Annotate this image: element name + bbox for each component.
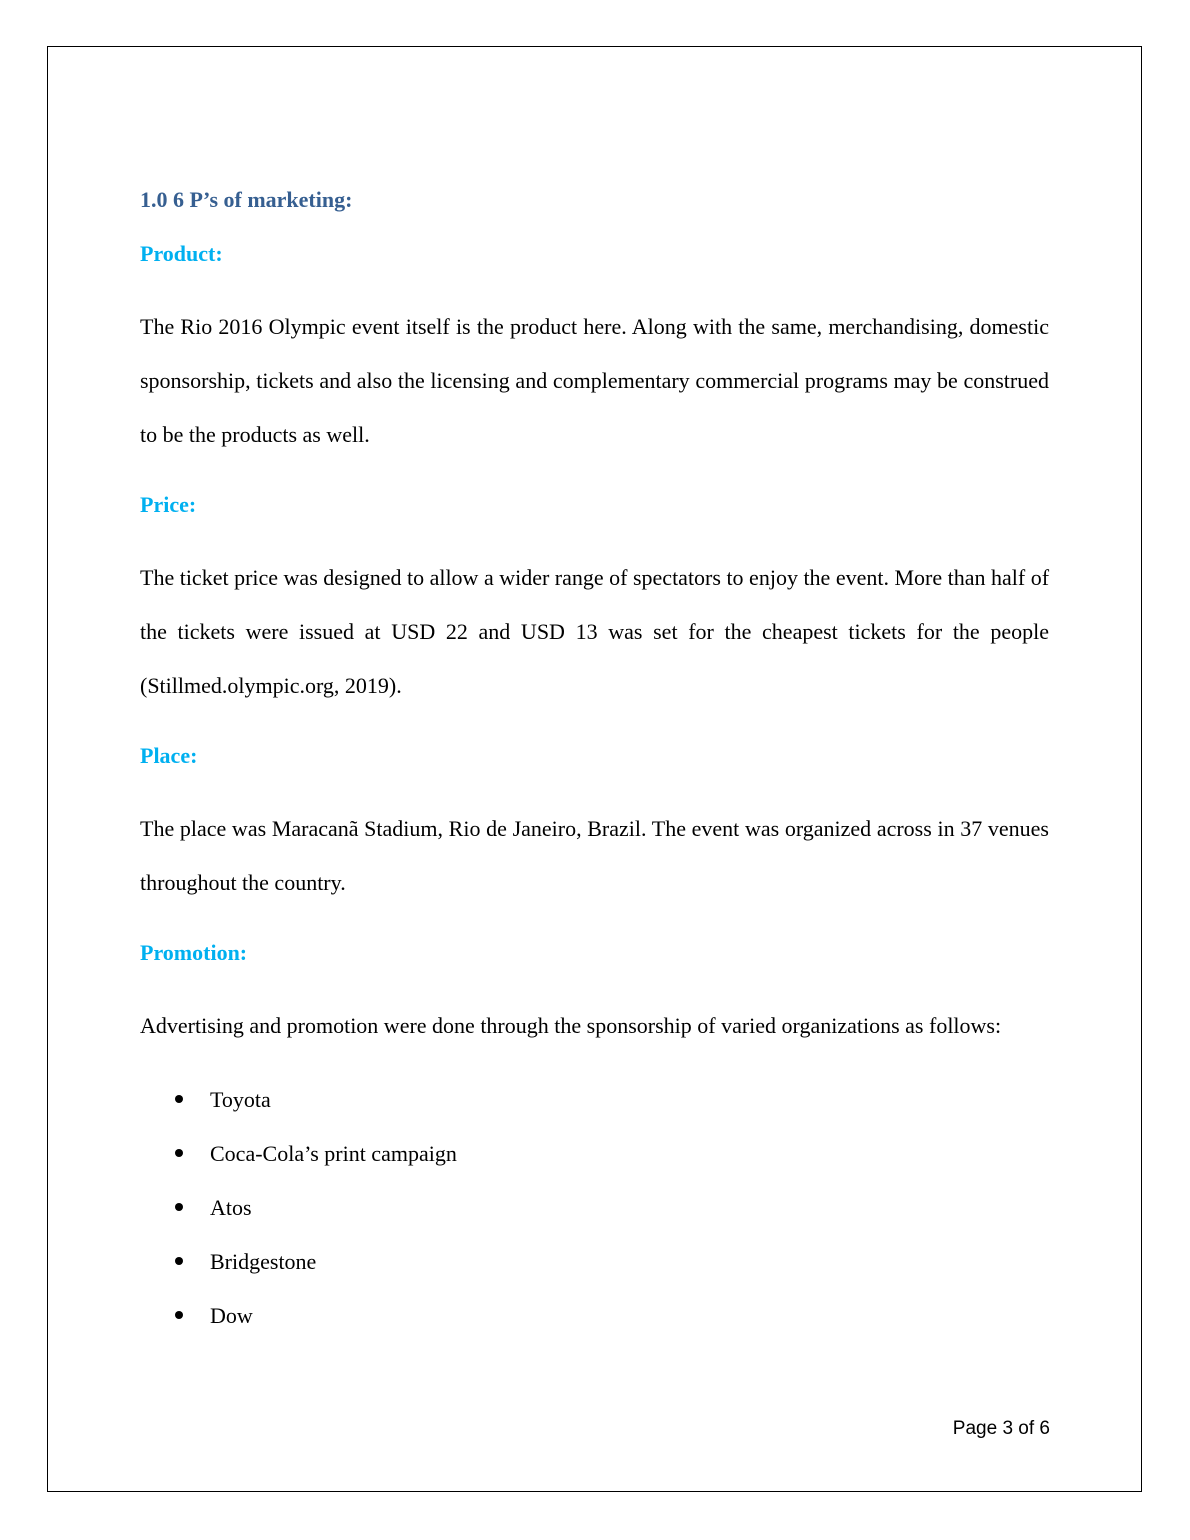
page-number: Page 3 of 6 <box>952 1418 1050 1439</box>
paragraph-promotion: Advertising and promotion were done through the sponsorship of varied organizations as follows: <box>140 1013 1002 1038</box>
list-item <box>140 1289 1049 1343</box>
document-body <box>140 184 1049 1343</box>
paragraph-price: The ticket price was designed to allow a wider range of spectators to enjoy the event. More than half of the tickets were issued at USD 22 and USD 13 was set for the cheapest tickets for the people (Stillmed.olympic.org, 2019). <box>140 565 1050 698</box>
sponsor-list <box>140 1073 1049 1343</box>
heading-product: Product: <box>140 241 223 266</box>
bullet-icon <box>175 1203 183 1211</box>
sponsor-name: Dow <box>210 1303 253 1328</box>
bullet-icon <box>175 1311 183 1319</box>
heading-promotion: Promotion: <box>140 940 248 965</box>
section-title: 1.0 6 P’s of marketing: <box>140 187 353 212</box>
list-item <box>140 1181 1049 1235</box>
list-item <box>140 1235 1049 1289</box>
sponsor-name: Bridgestone <box>210 1249 317 1274</box>
sponsor-name: Toyota <box>210 1087 271 1112</box>
paragraph-product: The Rio 2016 Olympic event itself is the product here. Along with the same, merchandising, domestic sponsorship, tickets and also the licensing and complementary commercial programs may be construed to be the products as well. <box>140 314 1049 447</box>
list-item <box>140 1127 1049 1181</box>
bullet-icon <box>175 1095 183 1103</box>
heading-place: Place: <box>140 743 198 768</box>
sponsor-name: Atos <box>210 1195 252 1220</box>
paragraph-place: The place was Maracanã Stadium, Rio de Janeiro, Brazil. The event was organized across in 37 venues throughout the country. <box>140 816 1049 895</box>
list-item <box>140 1073 1049 1127</box>
bullet-icon <box>175 1257 183 1265</box>
sponsor-name: Coca-Cola’s print campaign <box>210 1141 457 1166</box>
heading-price: Price: <box>140 492 197 517</box>
bullet-icon <box>175 1149 183 1157</box>
